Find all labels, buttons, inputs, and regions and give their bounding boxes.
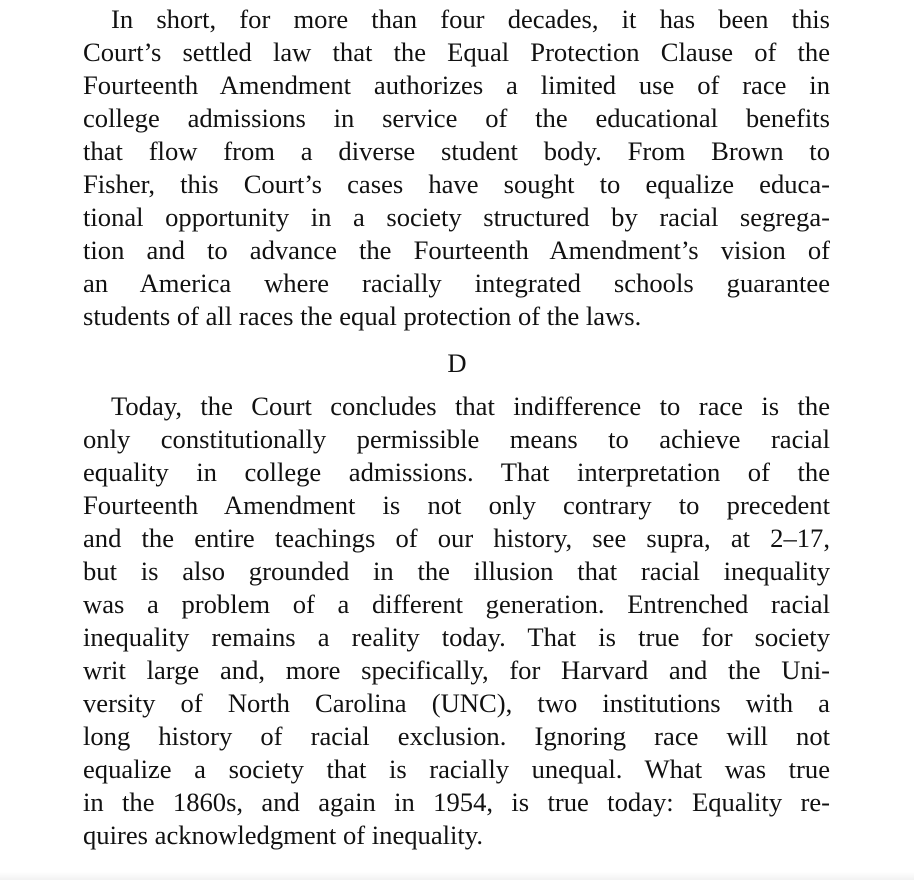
- text-line: tional opportunity in a society structured by racial segrega-: [83, 202, 830, 232]
- text-line: college admissions in service of the educational benefits: [83, 103, 830, 133]
- text-line: inequality remains a reality today. That is true for society: [83, 622, 830, 652]
- text-line: Today, the Court concludes that indifference to race is the: [111, 391, 830, 421]
- text-line: only constitutionally permissible means to achieve racial: [83, 424, 830, 454]
- text-line: that flow from a diverse student body. From Brown to: [83, 136, 830, 166]
- text-line: tion and to advance the Fourteenth Amendment’s vision of: [83, 235, 830, 265]
- text-line: and the entire teachings of our history, see supra, at 2–17,: [83, 523, 830, 553]
- text-line: quires acknowledgment of inequality.: [83, 820, 484, 850]
- text-line: In short, for more than four decades, it has been this: [111, 4, 830, 34]
- text-line: Fourteenth Amendment authorizes a limited use of race in: [83, 70, 830, 100]
- text-line: Fisher, this Court’s cases have sought to equalize educa-: [83, 169, 830, 199]
- text-line: students of all races the equal protection of the laws.: [83, 301, 642, 331]
- text-line: Fourteenth Amendment is not only contrary to precedent: [83, 490, 830, 520]
- text-line: in the 1860s, and again in 1954, is true today: Equality re-: [83, 787, 830, 817]
- page-bottom-edge: [0, 872, 914, 880]
- text-line: an America where racially integrated schools guarantee: [83, 268, 830, 298]
- text-line: equality in college admissions. That interpretation of the: [83, 457, 830, 487]
- text-line: but is also grounded in the illusion that racial inequality: [83, 556, 830, 586]
- section-heading: D: [447, 348, 467, 378]
- text-line: equalize a society that is racially unequal. What was true: [83, 754, 830, 784]
- text-line: versity of North Carolina (UNC), two institutions with a: [83, 688, 830, 718]
- text-line: long history of racial exclusion. Ignoring race will not: [83, 721, 830, 751]
- text-line: was a problem of a different generation. Entrenched racial: [83, 589, 830, 619]
- text-line: writ large and, more specifically, for Harvard and the Uni-: [83, 655, 830, 685]
- text-line: Court’s settled law that the Equal Protection Clause of the: [83, 37, 830, 67]
